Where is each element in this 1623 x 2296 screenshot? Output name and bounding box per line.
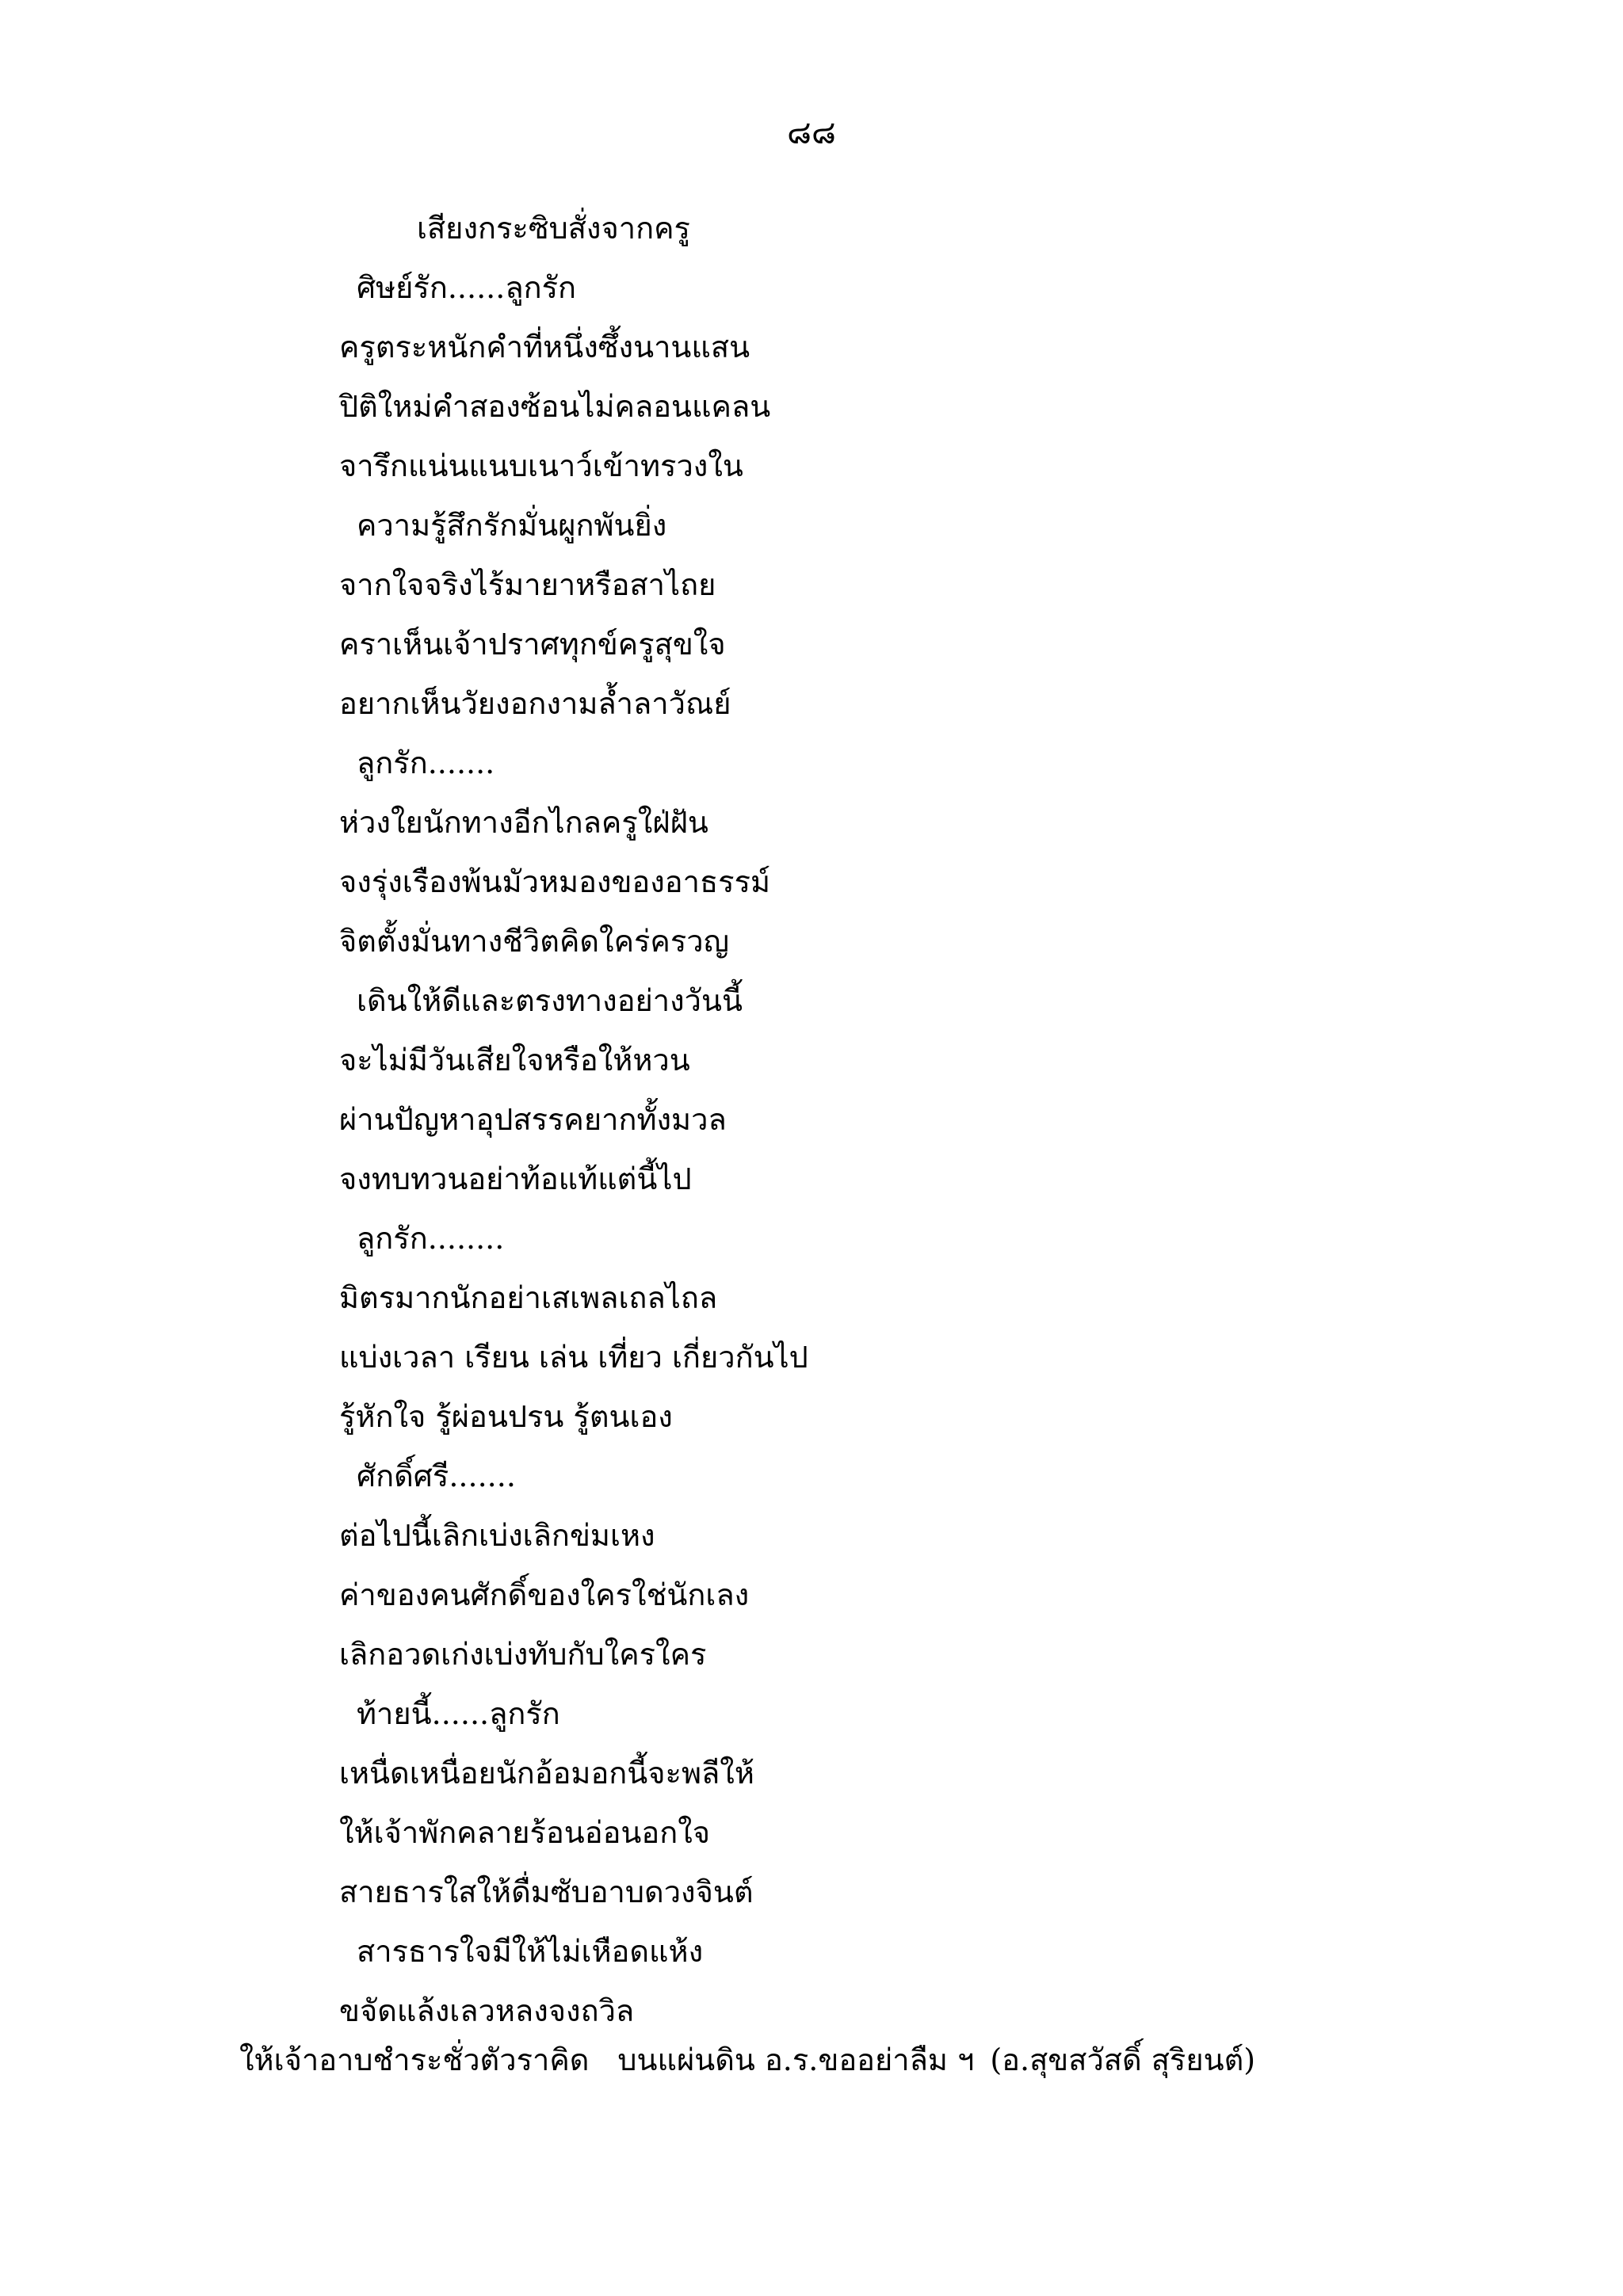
poem-line: สายธารใสให้ดื่มซับอาบดวงจินต์ — [339, 1875, 754, 1909]
poem-line: แบ่งเวลา เรียน เล่น เที่ยว เกี่ยวกันไป — [339, 1340, 808, 1375]
poem-line: ให้เจ้าพักคลายร้อนอ่อนอกใจ — [339, 1815, 711, 1850]
poem-line: จะไม่มีวันเสียใจหรือให้หวน — [339, 1043, 690, 1077]
footer-place: บนแผ่นดิน อ.ร.ขออย่าลืม ฯ — [617, 2042, 975, 2077]
poem-line: ปิติใหม่คำสองซ้อนไม่คลอนแคลน — [339, 389, 771, 424]
poem-line: รู้หักใจ รู้ผ่อนปรน รู้ตนเอง — [339, 1399, 673, 1434]
poem-line: ครูตระหนักคำที่หนึ่งซึ้งนานแสน — [339, 330, 750, 364]
poem-line: มิตรมากนักอย่าเสเพลเถลไถล — [339, 1280, 718, 1315]
poem-line: จากใจจริงไร้มายาหรือสาไถย — [339, 567, 716, 602]
poem-line: เลิกอวดเก่งเบ่งทับกับใครใคร — [339, 1637, 707, 1672]
poem-line: สารธารใจมีให้ไม่เหือดแห้ง — [357, 1934, 704, 1969]
poem-line: จารึกแน่นแนบเนาว์เข้าทรวงใน — [339, 448, 743, 483]
poem-line: ความรู้สึกรักมั่นผูกพันยิ่ง — [357, 508, 667, 543]
poem-line: จงทบทวนอย่าท้อแท้แต่นี้ไป — [339, 1161, 692, 1196]
footer-author: (อ.สุขสวัสดิ์ สุริยนต์) — [990, 2042, 1256, 2077]
poem-line: ห่วงใยนักทางอีกไกลครูใฝ่ฝัน — [339, 805, 708, 840]
poem-line: ศิษย์รัก......ลูกรัก — [357, 270, 577, 305]
poem-line: ท้ายนี้......ลูกรัก — [357, 1696, 560, 1731]
poem-line: จิตตั้งมั่นทางชีวิตคิดใคร่ครวญ — [339, 924, 729, 959]
footer-line — [239, 2036, 1255, 2084]
poem-line: จงรุ่งเรืองพ้นมัวหมองของอาธรรม์ — [339, 864, 771, 899]
footer-final-verse: ให้เจ้าอาบชำระชั่วตัวราคิด — [239, 2042, 590, 2077]
poem-line: ลูกรัก....... — [357, 746, 495, 780]
poem-line: ศักดิ์ศรี....... — [357, 1459, 516, 1493]
poem-line: เหนื่ดเหนื่อยนักอ้อมอกนี้จะพลีให้ — [339, 1756, 754, 1791]
poem-line: ผ่านปัญหาอุปสรรคยากทั้งมวล — [339, 1102, 727, 1137]
poem-line: เดินให้ดีและตรงทางอย่างวันนี้ — [357, 983, 743, 1018]
poem-line: อยากเห็นวัยงอกงามล้ำลาวัณย์ — [339, 686, 731, 721]
poem-line: ค่าของคนศักดิ์ของใครใช่นักเลง — [339, 1577, 750, 1612]
poem-line: ลูกรัก........ — [357, 1221, 505, 1256]
poem-title-line: เสียงกระซิบสั่งจากครู — [417, 211, 690, 246]
page-number: ๘๘ — [787, 115, 836, 151]
poem-line: คราเห็นเจ้าปราศทุกข์ครูสุขใจ — [339, 627, 726, 662]
poem-line: ขจัดแล้งเลวหลงจงถวิล — [339, 1993, 635, 2028]
poem-line: ต่อไปนี้เลิกเบ่งเลิกข่มเหง — [339, 1518, 655, 1553]
